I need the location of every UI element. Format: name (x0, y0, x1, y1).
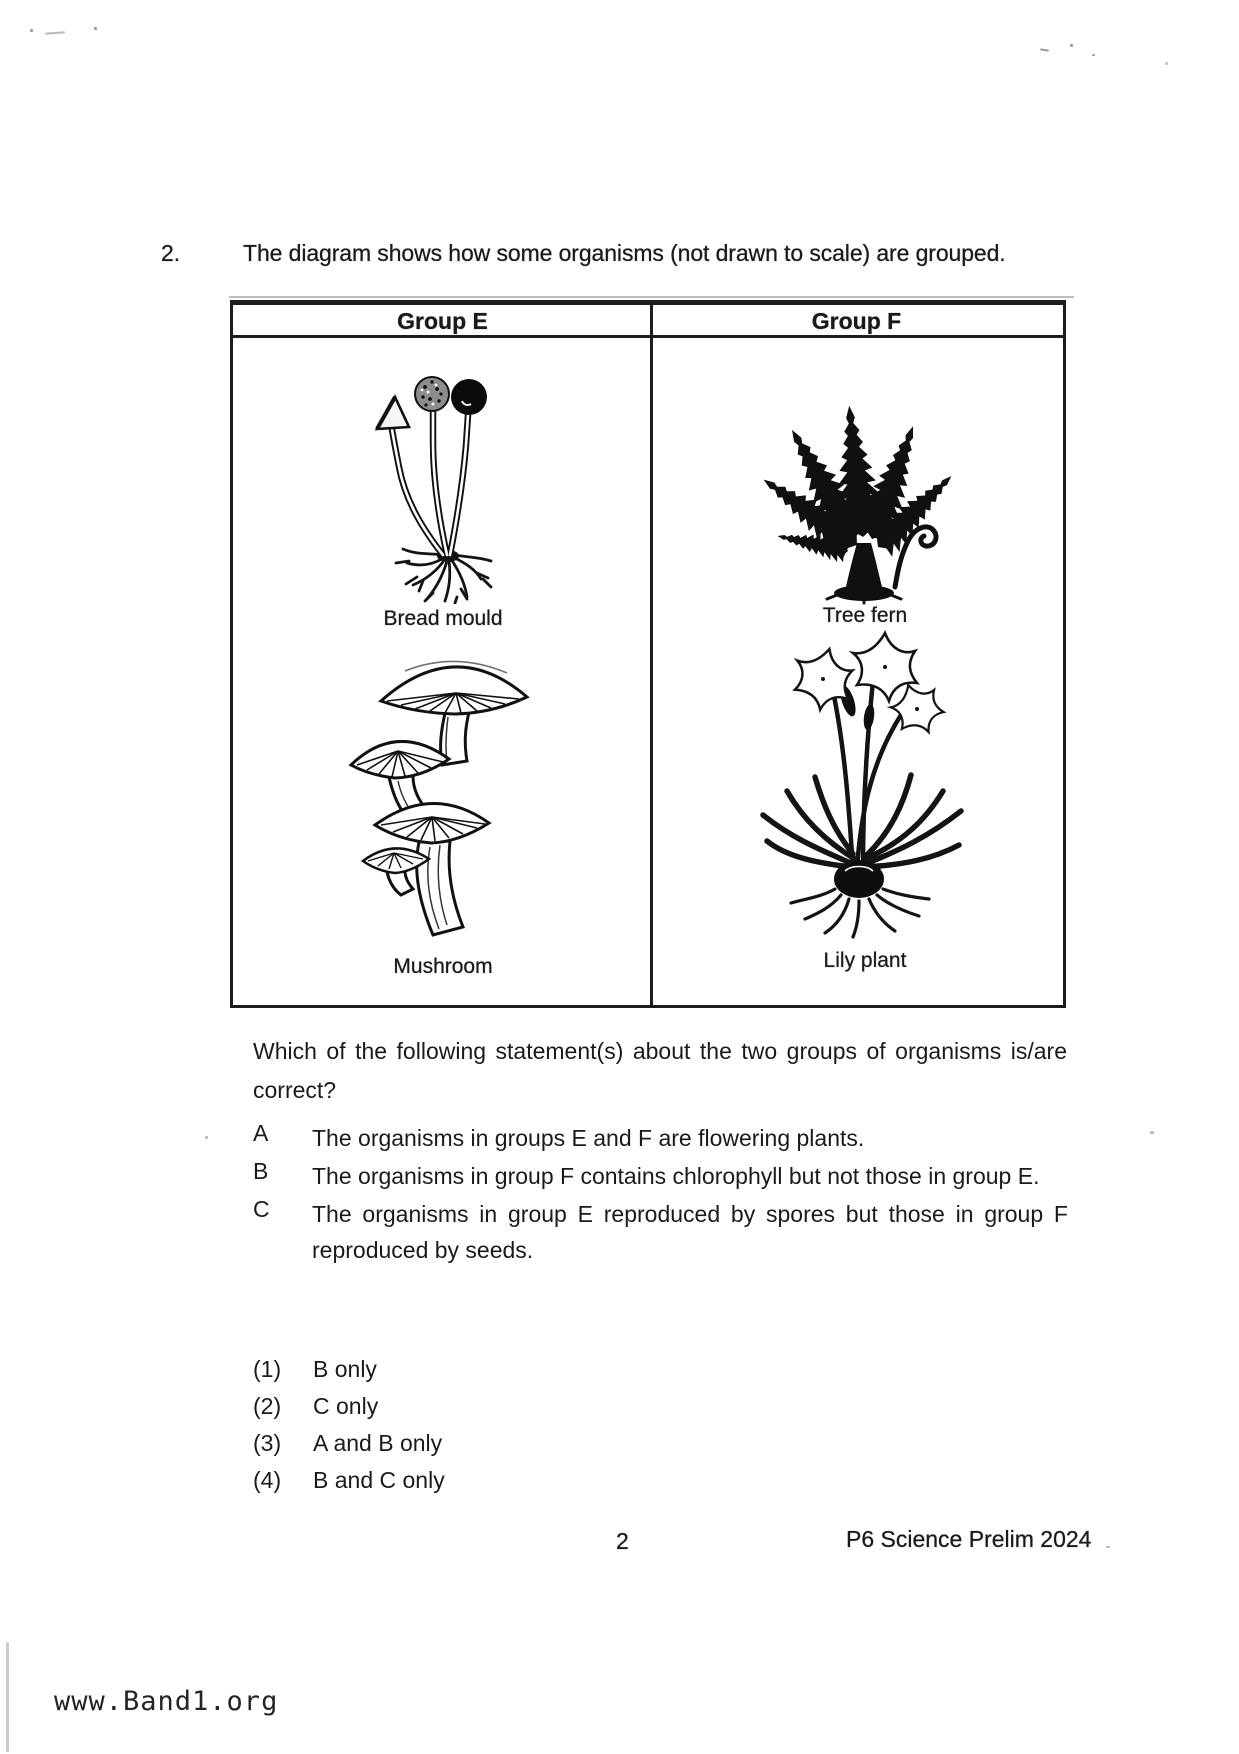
lily-plant-illustration (753, 619, 973, 941)
scan-artifact (94, 27, 97, 30)
bread-mould-label: Bread mould (383, 607, 503, 630)
statement-a-text (312, 1120, 1068, 1156)
option-1-number: (1) (253, 1356, 282, 1382)
statement-c-text (312, 1196, 1068, 1268)
option-3-number: (3) (253, 1430, 282, 1456)
scan-artifact (45, 31, 65, 34)
scan-artifact (1092, 54, 1095, 56)
scan-artifact (1070, 44, 1073, 47)
scan-artifact (1150, 1131, 1154, 1134)
bread-mould-illustration (333, 349, 563, 604)
lily-plant-label: Lily plant (823, 949, 907, 972)
organism-table (230, 300, 1066, 1008)
scan-artifact (1106, 1546, 1110, 1548)
statement-c-letter: C (253, 1196, 270, 1222)
tree-fern-label: Tree fern (822, 604, 908, 627)
sub-question-line-1: Which of the following statement(s) about the two groups of organisms is/are (253, 1038, 1067, 1064)
group-f-header: Group F (811, 308, 902, 334)
mushroom-label: Mushroom (393, 955, 493, 978)
option-4-label: B and C only (313, 1467, 445, 1493)
statement-c-line-2: reproduced by seeds. (312, 1237, 534, 1263)
option-2-number: (2) (253, 1393, 282, 1419)
document-title: P6 Science Prelim 2024 (846, 1526, 1092, 1552)
group-e-header: Group E (397, 308, 488, 334)
scan-artifact (1040, 48, 1049, 51)
sub-question-line-2: correct? (253, 1077, 337, 1103)
sub-question (253, 1032, 1067, 1110)
page-number: 2 (616, 1528, 629, 1554)
scan-edge-line (6, 1642, 9, 1752)
tree-fern-illustration (745, 347, 957, 605)
scan-artifact (229, 296, 1074, 298)
question-text: The diagram shows how some organisms (not drawn to scale) are grouped. (243, 240, 1006, 266)
question-number: 2. (161, 240, 181, 266)
statement-b-text (312, 1158, 1068, 1194)
scan-artifact (30, 29, 33, 32)
scan-artifact (1165, 62, 1168, 65)
option-4-number: (4) (253, 1467, 282, 1493)
table-header-row (233, 305, 1063, 338)
watermark-url: www.Band1.org (54, 1686, 279, 1717)
option-3-label: A and B only (313, 1430, 443, 1456)
statement-a-letter: A (253, 1120, 269, 1146)
option-1-label: B only (313, 1356, 377, 1382)
statement-c-line-1: The organisms in group E reproduced by spores but those in group F (312, 1201, 1068, 1227)
table-column-divider (650, 305, 653, 1005)
statement-a-line: The organisms in groups E and F are flowering plants. (312, 1125, 865, 1151)
scan-artifact (205, 1136, 208, 1139)
statement-b-letter: B (253, 1158, 269, 1184)
option-2-label: C only (313, 1393, 379, 1419)
statement-b-line: The organisms in group F contains chlorophyll but not those in group E. (312, 1163, 1040, 1189)
mushroom-illustration (335, 643, 545, 948)
